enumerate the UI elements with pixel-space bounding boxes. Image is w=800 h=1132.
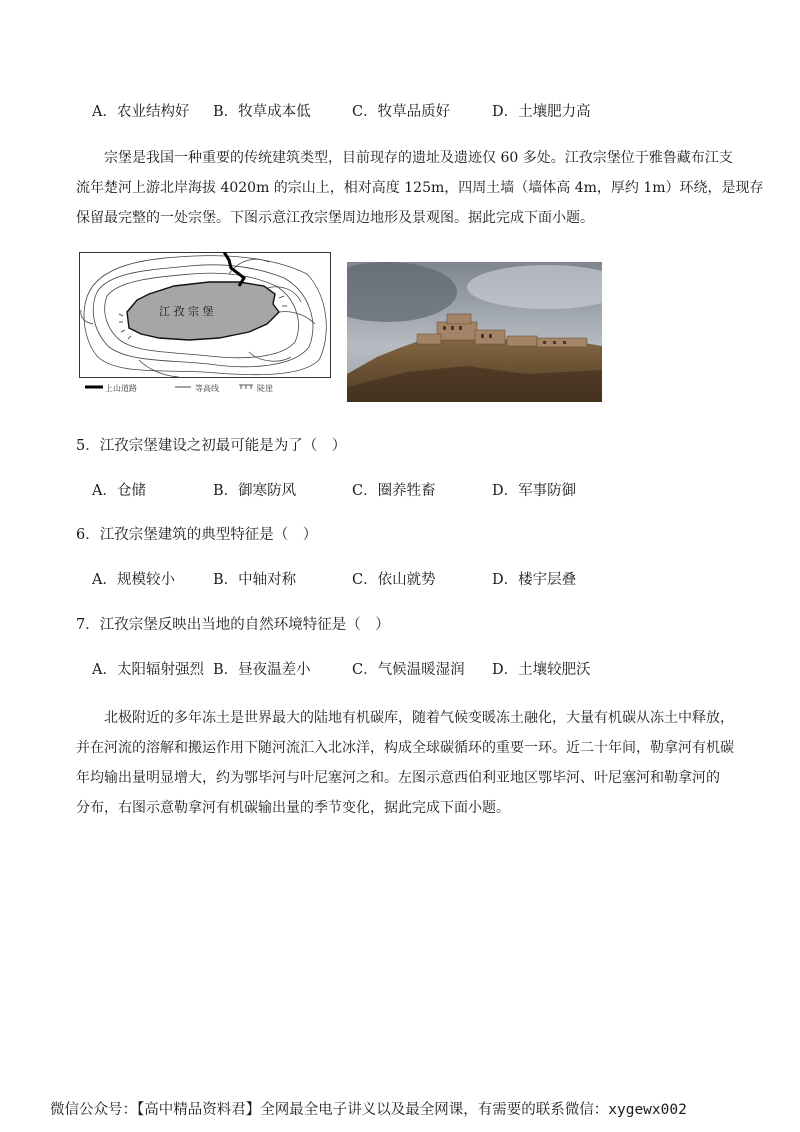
q5-option-b: B．御寒防风 (213, 483, 297, 499)
jiangzi-topographic-map (79, 252, 331, 400)
footer-ad (50, 1098, 687, 1119)
passage-jiangzi (76, 143, 764, 233)
question-5-stem: 5．江孜宗堡建设之初最可能是为了（ ） (76, 438, 347, 454)
question-7-stem: 7．江孜宗堡反映出当地的自然环境特征是（ ） (76, 617, 390, 633)
passage-line: 并在河流的溶解和搬运作用下随河流汇入北冰洋，构成全球碳循环的重要一环。近二十年间，勒拿河有机碳 (76, 740, 734, 756)
q4-option-b: B．牧草成本低 (213, 104, 311, 120)
q7-option-b: B．昼夜温差小 (213, 662, 311, 678)
map-label: 江 孜 宗 堡 (159, 305, 214, 318)
passage-permafrost (76, 703, 736, 823)
q7-option-a: A．太阳辐射强烈 (92, 662, 204, 678)
legend-road: 上山道路 (105, 384, 137, 393)
q5-option-d: D．军事防御 (492, 483, 577, 499)
q4-option-c: C．牧草品质好 (352, 104, 451, 120)
q6-option-b: B．中轴对称 (213, 572, 297, 588)
q4-option-d: D．土壤肥力高 (492, 104, 591, 120)
passage-line: 保留最完整的一处宗堡。下图示意江孜宗堡周边地形及景观图。据此完成下面小题。 (76, 210, 594, 226)
footer-contact: xygewx002 (608, 1102, 687, 1118)
question-6-stem: 6．江孜宗堡建筑的典型特征是（ ） (76, 527, 318, 543)
legend-cliff: 陡崖 (257, 384, 273, 393)
q6-option-d: D．楼宇层叠 (492, 572, 577, 588)
passage-line: 宗堡是我国一种重要的传统建筑类型，目前现存的遗址及遗迹仅 60 多处。江孜宗堡位于雅鲁藏布江支 (104, 150, 733, 166)
q6-option-c: C．依山就势 (352, 572, 436, 588)
q4-option-a: A．农业结构好 (92, 104, 190, 120)
passage-line: 分布，右图示意勒拿河有机碳输出量的季节变化，据此完成下面小题。 (76, 800, 510, 816)
q7-option-c: C．气候温暖湿润 (352, 662, 465, 678)
q6-option-a: A．规模较小 (92, 572, 175, 588)
passage-line: 年均输出量明显增大，约为鄂毕河与叶尼塞河之和。左图示意西伯利亚地区鄂毕河、叶尼塞河和勒拿河的 (76, 770, 720, 786)
passage-line: 北极附近的多年冻土是世界最大的陆地有机碳库，随着气候变暖冻土融化，大量有机碳从冻土中释放， (104, 710, 734, 726)
legend-contour: 等高线 (195, 384, 219, 393)
q7-option-d: D．土壤较肥沃 (492, 662, 591, 678)
footer-text: 微信公众号：【高中精品资料君】全网最全电子讲义以及最全网课，有需要的联系微信： (50, 1102, 609, 1118)
q5-option-c: C．圈养牲畜 (352, 483, 436, 499)
q5-option-a: A．仓储 (92, 483, 146, 499)
jiangzi-fortress-photo (347, 262, 602, 402)
passage-line: 流年楚河上游北岸海拔 4020m 的宗山上，相对高度 125m，四周土墙（墙体高 4m，厚约 1m）环绕，是现存 (76, 180, 764, 196)
